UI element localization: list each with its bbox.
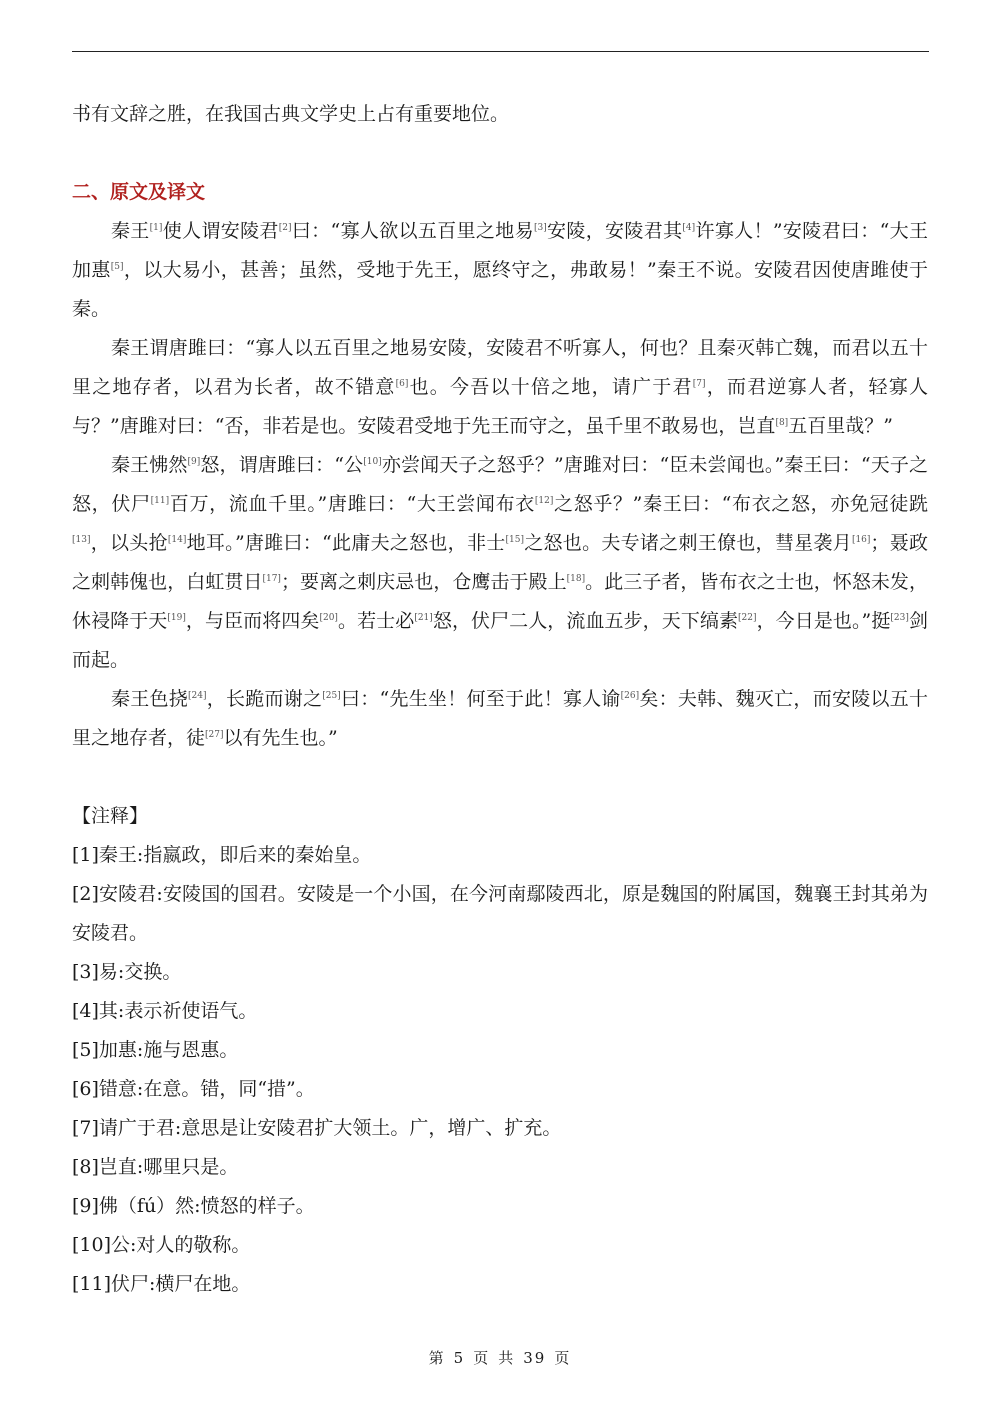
- footnote-ref: [20]: [319, 613, 338, 623]
- footnote-ref: [24]: [187, 691, 207, 701]
- footer-label: 页: [554, 1349, 572, 1367]
- paragraph-text: ，而君逆寡人者，轻寡人与？”唐雎对曰：“否，非若是也。安陵君受地于先王而守之，虽千里不敢易也，岂直: [72, 376, 928, 437]
- paragraph-text: 矣：夫韩、魏灭亡，而安陵以五十里之地存者，徒: [72, 688, 928, 749]
- paragraph-text: 许寡人！”安陵君曰：“大王加惠: [72, 220, 928, 281]
- notes-heading: 【注释】: [72, 805, 149, 827]
- footnote-ref: [10]: [363, 457, 382, 467]
- paragraph-text: 秦王: [110, 220, 150, 242]
- paragraph-text: 秦王色挠: [110, 688, 188, 710]
- paragraph-text: 曰：“寡人欲以五百里之地易: [291, 220, 534, 242]
- note-item: [1]秦王:指嬴政，即后来的秦始皇。: [72, 844, 372, 866]
- paragraph-text: 秦王谓唐雎曰：“寡人以五百里之地易安陵，安陵君不听寡人，何也？且秦灭韩亡魏，而君以五十里之地存者，以君为长者，故不错意: [72, 337, 928, 398]
- footnote-ref: [27]: [205, 730, 224, 740]
- footnote-ref: [22]: [738, 613, 757, 623]
- paragraph-text: ，与臣而将四矣: [185, 610, 320, 632]
- footnote-ref: [17]: [262, 574, 281, 584]
- note-item: [10]公:对人的敬称。: [72, 1234, 251, 1256]
- paragraph-text: 使人谓安陵君: [162, 220, 279, 242]
- note-item: [2]安陵君:安陵国的国君。安陵是一个小国，在今河南鄢陵西北，原是魏国的附属国，魏襄王封其弟为安陵君。: [72, 883, 928, 944]
- footer-label: 页: [473, 1349, 491, 1367]
- footnote-ref: [3]: [533, 223, 547, 233]
- paragraph-text: ；要离之刺庆忌也，仓鹰击于殿上: [280, 571, 567, 593]
- page-number: 5: [453, 1349, 466, 1367]
- note-item: [7]请广于君:意思是让安陵君扩大领土。广，增广、扩充。: [72, 1117, 562, 1139]
- spacer: [72, 758, 928, 797]
- header-rule: [72, 51, 929, 52]
- original-text: [72, 212, 928, 758]
- footnote-ref: [8]: [775, 418, 789, 428]
- paragraph-text: 。此三子者，皆布衣之士也，怀怒未发，休祲降于天: [72, 571, 928, 632]
- paragraph-text: 剑而起。: [72, 610, 928, 671]
- footnote-ref: [18]: [566, 574, 586, 584]
- page-footer: [0, 1347, 1000, 1368]
- paragraph-text: ，长跪而谢之: [206, 688, 323, 710]
- paragraph: [72, 680, 928, 758]
- paragraph-text: ，以大易小，甚善；虽然，受地于先王，愿终守之，弗敢易！”秦王不说。安陵君因使唐雎使于秦。: [72, 259, 928, 320]
- paragraph-text: 曰：“先生坐！何至于此！寡人谕: [340, 688, 621, 710]
- paragraph-text: 五百里哉？”: [788, 415, 893, 437]
- notes-list: [72, 836, 928, 1304]
- paragraph-text: 地耳。”唐雎曰：“此庸夫之怒也，非士: [186, 532, 506, 554]
- footnote-ref: [19]: [167, 613, 186, 623]
- footnote-ref: [26]: [620, 691, 640, 701]
- note-item: [3]易:交换。: [72, 961, 182, 983]
- footnote-ref: [5]: [110, 262, 124, 272]
- footer-label: 共: [498, 1349, 516, 1367]
- page-body: [72, 95, 928, 1304]
- paragraph-text: ；聂政之刺韩傀也，白虹贯日: [72, 532, 928, 593]
- footer-label: 第: [428, 1349, 446, 1367]
- footnote-ref: [25]: [322, 691, 341, 701]
- paragraph: [72, 329, 928, 446]
- paragraph-text: 秦王怫然: [110, 454, 188, 476]
- spacer: [72, 134, 928, 173]
- paragraph-text: 以有先生也。”: [223, 727, 338, 749]
- paragraph-text: 也。今吾以十倍之地，请广于君: [408, 376, 693, 398]
- section-heading: 二、原文及译文: [72, 181, 206, 203]
- paragraph-text: 安陵，安陵君其: [546, 220, 683, 242]
- paragraph-text: ，今日是也。”挺: [756, 610, 891, 632]
- paragraph: [72, 212, 928, 329]
- note-item: [11]伏尸:横尸在地。: [72, 1273, 251, 1295]
- paragraph-text: 怒，谓唐雎曰：“公: [200, 454, 364, 476]
- footnote-ref: [14]: [167, 535, 187, 545]
- note-item: [4]其:表示祈使语气。: [72, 1000, 258, 1022]
- footnote-ref: [21]: [414, 613, 433, 623]
- footnote-ref: [7]: [692, 379, 706, 389]
- footnote-ref: [13]: [72, 535, 91, 545]
- paragraph-text: 之怒乎？”秦王曰：“布衣之怒，亦免冠徒跣: [553, 493, 928, 515]
- intro-text: 书有文辞之胜，在我国古典文学史上占有重要地位。: [72, 103, 510, 125]
- note-item: [5]加惠:施与恩惠。: [72, 1039, 239, 1061]
- footnote-ref: [9]: [187, 457, 201, 467]
- note-item: [9]佛（fú）然:愤怒的样子。: [72, 1195, 315, 1217]
- paragraph-text: ，以头抢: [90, 532, 168, 554]
- footnote-ref: [23]: [890, 613, 909, 623]
- paragraph-text: 亦尝闻天子之怒乎？”唐雎对曰：“臣未尝闻也。”秦王曰：“天子之怒，伏尸: [72, 454, 928, 515]
- total-pages: 39: [523, 1349, 547, 1367]
- footnote-ref: [12]: [534, 496, 554, 506]
- paragraph-text: 。若士必: [337, 610, 415, 632]
- note-item: [6]错意:在意。错，同“措”。: [72, 1078, 315, 1100]
- footnote-ref: [15]: [505, 535, 524, 545]
- note-item: [8]岂直:哪里只是。: [72, 1156, 239, 1178]
- footnote-ref: [6]: [395, 379, 409, 389]
- footnote-ref: [2]: [278, 223, 292, 233]
- paragraph-text: 怒，伏尸二人，流血五步，天下缟素: [432, 610, 739, 632]
- footnote-ref: [4]: [682, 223, 696, 233]
- footnote-ref: [1]: [149, 223, 163, 233]
- paragraph-text: 之怒也。夫专诸之刺王僚也，彗星袭月: [523, 532, 852, 554]
- paragraph-text: 百万，流血千里。”唐雎曰：“大王尝闻布衣: [169, 493, 535, 515]
- footnote-ref: [11]: [150, 496, 170, 506]
- paragraph: [72, 446, 928, 680]
- footnote-ref: [16]: [851, 535, 871, 545]
